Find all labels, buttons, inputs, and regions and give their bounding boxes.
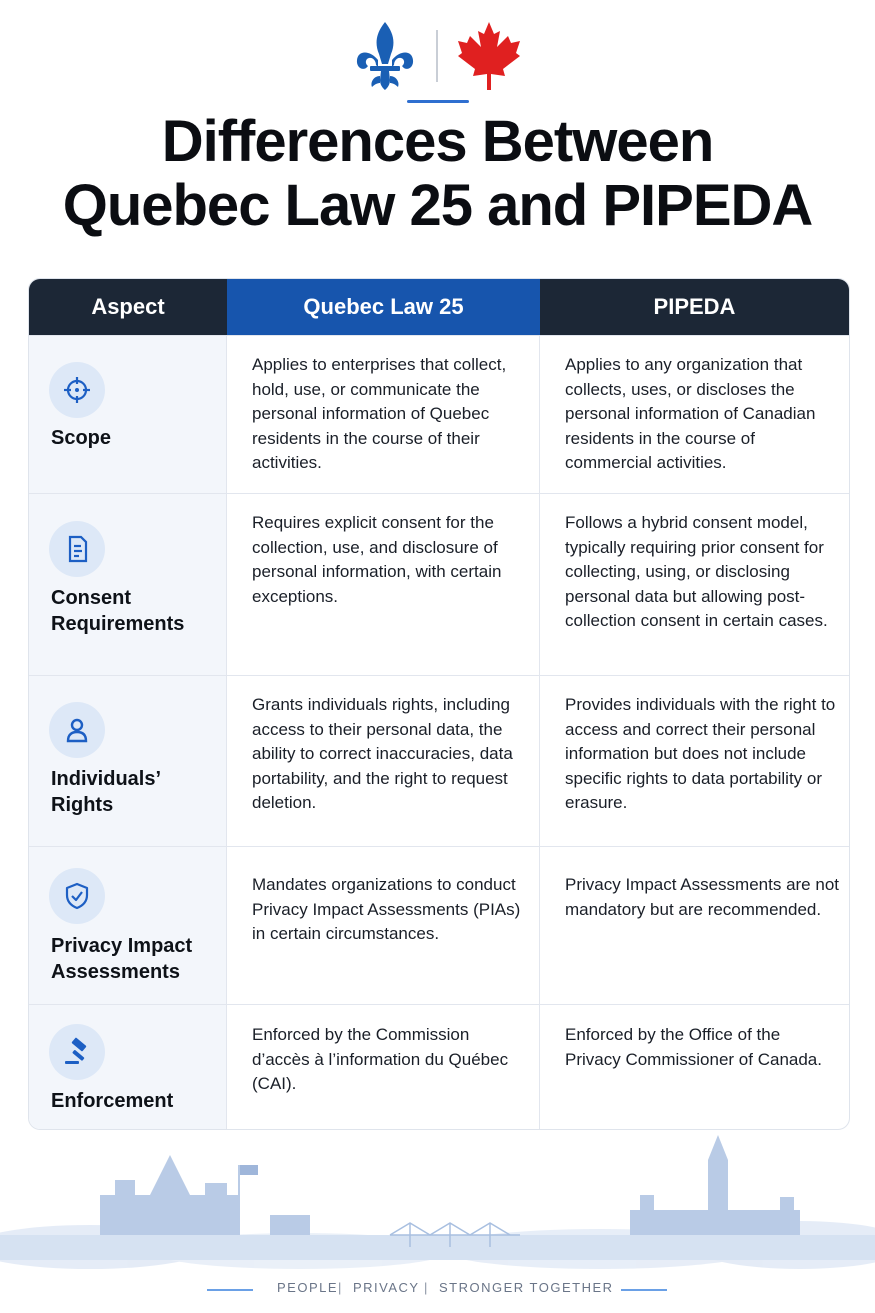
pipeda-cell: Privacy Impact Assessments are not mandatory but are recommended. xyxy=(565,875,839,919)
crosshair-icon xyxy=(62,375,92,405)
header-quebec-law-25: Quebec Law 25 xyxy=(227,279,540,335)
footer-item-stronger-together: STRONGER TOGETHER xyxy=(439,1280,614,1295)
law25-cell: Applies to enterprises that collect, hold, use, or communicate the personal information of Quebec residents in the course of their activities. xyxy=(227,336,540,493)
pipeda-cell: Applies to any organization that collects, uses, or discloses the personal information of Canadian residents in the course of commercial activities. xyxy=(565,355,816,472)
footer-item-people: PEOPLE xyxy=(277,1280,339,1295)
fleur-de-lis-icon xyxy=(352,20,418,92)
table-row-consent xyxy=(29,493,849,675)
footer-line-right xyxy=(621,1289,667,1291)
aspect-label: Individuals’ Rights xyxy=(51,768,160,816)
table-row-pia xyxy=(29,846,849,1004)
aspect-label: Enforcement xyxy=(51,1090,174,1112)
title-line-2: Quebec Law 25 and PIPEDA xyxy=(62,173,813,238)
table-header xyxy=(29,279,849,335)
aspect-label: Scope xyxy=(51,427,112,449)
footer-separator: | xyxy=(424,1280,429,1295)
aspect-cell xyxy=(29,1005,227,1130)
logo-divider xyxy=(436,30,438,82)
footer-separator: | xyxy=(338,1280,343,1295)
icon-badge xyxy=(49,362,105,418)
law25-cell: Grants individuals rights, including access to their personal data, the ability to correct inaccuracies, data portability, and the right to request deletion. xyxy=(227,676,540,846)
header-pipeda: PIPEDA xyxy=(540,279,849,335)
icon-badge xyxy=(49,521,105,577)
pipeda-cell: Follows a hybrid consent model, typically requiring prior consent for collecting, using, or disclosing personal data but allowing post-collection consent in certain cases. xyxy=(565,513,828,630)
footer-item-privacy: PRIVACY xyxy=(353,1280,420,1295)
aspect-cell xyxy=(29,494,227,675)
person-icon xyxy=(62,715,92,745)
header-aspect: Aspect xyxy=(29,279,227,335)
aspect-cell xyxy=(29,847,227,1004)
title-line-1: Differences Between xyxy=(161,109,714,174)
skyline-illustration xyxy=(0,1135,875,1270)
aspect-label: Privacy Impact Assessments xyxy=(51,935,193,983)
table-row-enforcement xyxy=(29,1004,849,1130)
aspect-cell xyxy=(29,676,227,846)
comparison-table xyxy=(28,278,850,1130)
table-row-scope xyxy=(29,335,849,493)
law25-cell: Mandates organizations to conduct Privacy Impact Assessments (PIAs) in certain circumstances. xyxy=(227,847,540,1004)
aspect-cell xyxy=(29,336,227,493)
footer-line-left xyxy=(207,1289,253,1291)
icon-badge xyxy=(49,1024,105,1080)
gavel-icon xyxy=(62,1037,92,1067)
footer-tagline xyxy=(0,1280,875,1300)
logo-underline xyxy=(407,100,469,103)
pipeda-cell: Provides individuals with the right to access and correct their personal information but does not include specific rights to data portability or erasure. xyxy=(565,695,836,812)
document-icon xyxy=(62,534,92,564)
logo-header xyxy=(0,20,875,110)
pipeda-cell: Enforced by the Office of the Privacy Commissioner of Canada. xyxy=(565,1025,822,1069)
icon-badge xyxy=(49,868,105,924)
maple-leaf-icon xyxy=(456,20,522,92)
aspect-label: Consent Requirements xyxy=(51,587,185,635)
table-row-rights xyxy=(29,675,849,846)
law25-cell: Enforced by the Commission d’accès à l’information du Québec (CAI). xyxy=(227,1005,540,1130)
icon-badge xyxy=(49,702,105,758)
page-title xyxy=(0,110,875,238)
law25-cell: Requires explicit consent for the collection, use, and disclosure of personal information, with certain exceptions. xyxy=(227,494,540,675)
shield-check-icon xyxy=(62,881,92,911)
